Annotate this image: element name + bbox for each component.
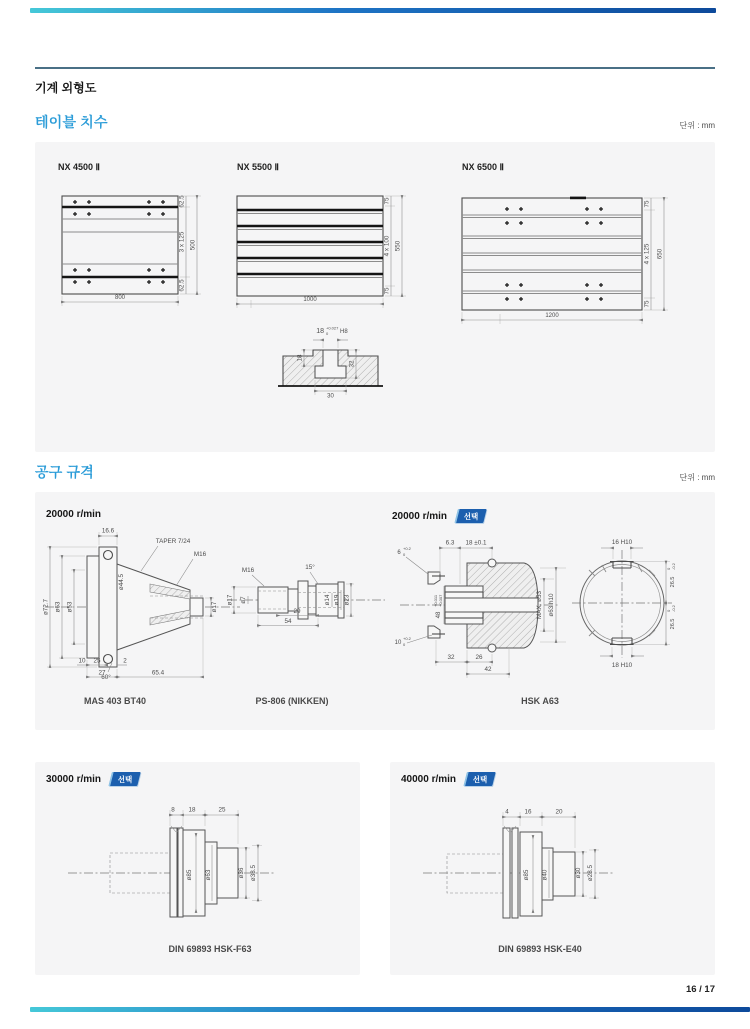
svg-text:75: 75 bbox=[383, 287, 391, 295]
svg-text:32: 32 bbox=[447, 654, 455, 661]
svg-text:+0.027: +0.027 bbox=[326, 325, 339, 331]
tslot-detail-drawing bbox=[268, 318, 393, 398]
table-section-title: 테이블 치수 bbox=[35, 114, 108, 130]
svg-text:75: 75 bbox=[643, 200, 651, 208]
page-number: 16 / 17 bbox=[685, 984, 715, 995]
svg-text:16.6: 16.6 bbox=[101, 527, 115, 535]
bolt-hole-marks bbox=[73, 200, 165, 284]
top-edge-key bbox=[570, 197, 586, 200]
spindle-bore bbox=[445, 598, 538, 612]
svg-text:ø7: ø7 bbox=[240, 596, 247, 604]
svg-text:ø17: ø17 bbox=[226, 594, 234, 606]
svg-text:500: 500 bbox=[189, 239, 197, 251]
svg-text:ø63: ø63 bbox=[54, 601, 62, 613]
svg-text:ø30: ø30 bbox=[575, 867, 582, 879]
bolt-hole-marks bbox=[505, 207, 603, 301]
hskf63-drawing bbox=[60, 790, 310, 940]
svg-text:ø36: ø36 bbox=[238, 867, 245, 879]
svg-text:18: 18 bbox=[188, 806, 196, 814]
svg-text:ø63 h10: ø63 h10 bbox=[548, 593, 555, 617]
ps806-caption: PS-806 (NIKKEN) bbox=[255, 696, 329, 706]
svg-text:25: 25 bbox=[93, 657, 101, 665]
svg-text:75: 75 bbox=[383, 197, 391, 205]
svg-text:6: 6 bbox=[397, 550, 401, 556]
t-slots bbox=[462, 215, 642, 294]
svg-text:ø53: ø53 bbox=[66, 601, 74, 613]
tool-section-title: 공구 규격 bbox=[35, 464, 94, 480]
svg-text:10: 10 bbox=[394, 640, 402, 646]
hske40-drawing bbox=[415, 790, 665, 940]
hska63-section-drawing bbox=[388, 518, 593, 708]
svg-text:62.5: 62.5 bbox=[178, 279, 186, 292]
svg-text:+0.011: +0.011 bbox=[433, 594, 438, 607]
svg-text:M16: M16 bbox=[241, 567, 255, 574]
svg-text:10: 10 bbox=[78, 657, 86, 665]
rpm-label: 40000 r/min bbox=[401, 773, 457, 785]
rpm-header-bt40 bbox=[46, 509, 101, 520]
svg-text:-0.2: -0.2 bbox=[671, 605, 676, 612]
svg-text:ø17: ø17 bbox=[211, 601, 218, 613]
svg-text:60°: 60° bbox=[101, 674, 111, 681]
optional-badge: 선택 bbox=[108, 772, 140, 786]
svg-text:ø14: ø14 bbox=[324, 594, 331, 606]
svg-text:0: 0 bbox=[403, 642, 406, 647]
ps806-drawing bbox=[220, 556, 390, 676]
rpm-label: 30000 r/min bbox=[46, 773, 102, 785]
nx5500-table-drawing bbox=[225, 178, 420, 316]
svg-text:ø44.5: ø44.5 bbox=[118, 573, 125, 591]
model-name-nx5500: NX 5500 Ⅱ bbox=[237, 162, 279, 172]
spindle-body-dashed bbox=[447, 854, 503, 893]
svg-text:0: 0 bbox=[666, 609, 671, 612]
svg-text:20: 20 bbox=[555, 808, 563, 816]
optional-badge: 선택 bbox=[454, 509, 486, 523]
svg-text:4: 4 bbox=[505, 808, 509, 816]
svg-text:18: 18 bbox=[316, 328, 324, 335]
svg-text:42: 42 bbox=[484, 666, 492, 673]
model-name-nx6500: NX 6500 Ⅱ bbox=[462, 162, 504, 172]
svg-text:29: 29 bbox=[293, 608, 301, 615]
hskf63-caption: DIN 69893 HSK-F63 bbox=[168, 944, 252, 954]
taper-cone bbox=[117, 564, 190, 650]
svg-text:0: 0 bbox=[666, 567, 671, 570]
svg-text:27: 27 bbox=[98, 669, 106, 677]
model-name-nx4500: NX 4500 Ⅱ bbox=[58, 162, 100, 172]
t-slots bbox=[237, 210, 383, 278]
rpm-header-hskf63 bbox=[46, 772, 139, 786]
svg-text:H8: H8 bbox=[340, 329, 348, 335]
hska63-caption: HSK A63 bbox=[521, 696, 559, 706]
hske40-caption: DIN 69893 HSK-E40 bbox=[498, 944, 582, 954]
svg-text:0: 0 bbox=[326, 331, 329, 336]
svg-text:65.4: 65.4 bbox=[151, 669, 165, 677]
svg-text:1200: 1200 bbox=[545, 313, 559, 319]
top-accent-bar bbox=[30, 8, 716, 13]
svg-text:-0.2: -0.2 bbox=[671, 563, 676, 570]
nx6500-table-drawing bbox=[450, 178, 690, 330]
nx4500-table-drawing bbox=[45, 178, 210, 316]
svg-text:ø72.7: ø72.7 bbox=[42, 598, 50, 616]
svg-text:18 H10: 18 H10 bbox=[611, 662, 633, 669]
table-unit-label: 단위 : mm bbox=[679, 121, 715, 130]
tool-unit-label: 단위 : mm bbox=[679, 473, 715, 482]
svg-text:16 H10: 16 H10 bbox=[611, 539, 633, 546]
svg-text:2: 2 bbox=[123, 657, 127, 665]
svg-text:32: 32 bbox=[348, 360, 356, 368]
svg-text:ø40: ø40 bbox=[541, 869, 549, 881]
svg-text:75: 75 bbox=[643, 300, 651, 308]
svg-text:15°: 15° bbox=[305, 564, 315, 571]
screw-top bbox=[488, 559, 496, 567]
bottom-accent-bar bbox=[30, 1007, 750, 1012]
optional-badge: 선택 bbox=[463, 772, 495, 786]
header-divider bbox=[35, 67, 715, 69]
bt40-drawing bbox=[40, 522, 245, 687]
svg-text:550: 550 bbox=[394, 240, 402, 252]
svg-text:4 x 125: 4 x 125 bbox=[643, 243, 651, 265]
svg-text:+0.2: +0.2 bbox=[403, 546, 411, 551]
svg-text:ø63: ø63 bbox=[205, 869, 212, 881]
svg-text:800: 800 bbox=[114, 295, 126, 301]
svg-text:6.3: 6.3 bbox=[445, 539, 455, 547]
rpm-label: 20000 r/min bbox=[392, 510, 448, 522]
svg-text:16: 16 bbox=[524, 808, 532, 816]
svg-text:ø85: ø85 bbox=[523, 869, 530, 881]
svg-text:54: 54 bbox=[284, 618, 292, 625]
svg-text:TAPER 7/24: TAPER 7/24 bbox=[155, 538, 191, 545]
svg-text:26.5: 26.5 bbox=[670, 618, 676, 630]
svg-text:+0.007: +0.007 bbox=[438, 594, 443, 607]
svg-text:26.5: 26.5 bbox=[670, 576, 676, 588]
pull-stud bbox=[190, 598, 203, 616]
page-title: 기계 외형도 bbox=[35, 81, 97, 95]
svg-text:ø19: ø19 bbox=[333, 594, 341, 606]
rpm-label: 20000 r/min bbox=[46, 509, 102, 520]
svg-text:48: 48 bbox=[436, 611, 442, 619]
screw-bottom bbox=[488, 644, 496, 652]
svg-text:+0.2: +0.2 bbox=[403, 636, 411, 641]
svg-text:18 ±0.1: 18 ±0.1 bbox=[465, 539, 487, 547]
svg-text:30: 30 bbox=[327, 393, 334, 400]
svg-text:MAX. ø53: MAX. ø53 bbox=[536, 591, 543, 619]
svg-text:0: 0 bbox=[403, 552, 406, 557]
svg-text:650: 650 bbox=[656, 248, 664, 260]
rpm-header-hske40 bbox=[401, 772, 494, 786]
hska63-front-view bbox=[566, 516, 716, 686]
bt40-caption: MAS 403 BT40 bbox=[83, 696, 147, 706]
svg-text:ø28.5: ø28.5 bbox=[587, 864, 594, 882]
svg-text:ø23: ø23 bbox=[343, 594, 351, 606]
svg-text:25: 25 bbox=[218, 806, 226, 814]
svg-text:18: 18 bbox=[296, 354, 304, 362]
svg-text:3 x 125: 3 x 125 bbox=[178, 231, 186, 253]
svg-text:62.5: 62.5 bbox=[178, 195, 186, 208]
svg-text:1000: 1000 bbox=[303, 297, 317, 303]
svg-text:ø38.5: ø38.5 bbox=[250, 864, 257, 882]
svg-text:ø85: ø85 bbox=[186, 869, 193, 881]
svg-text:M16: M16 bbox=[193, 551, 207, 558]
svg-text:8: 8 bbox=[171, 806, 175, 814]
svg-text:4 x 100: 4 x 100 bbox=[383, 235, 391, 257]
svg-text:26: 26 bbox=[475, 654, 483, 661]
